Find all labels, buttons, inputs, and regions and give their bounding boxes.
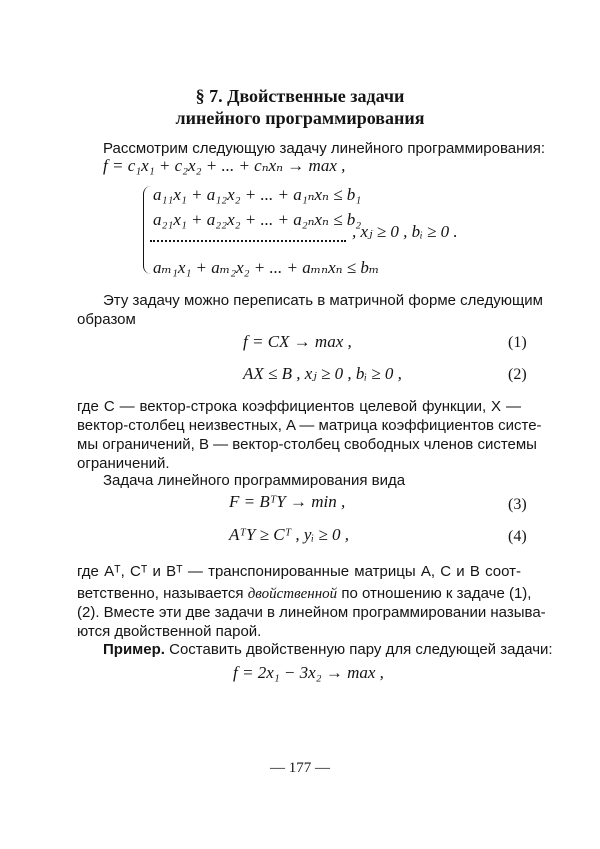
constraint-ellipsis-row bbox=[150, 240, 346, 242]
matrix-form-line-2: образом bbox=[77, 311, 136, 328]
equation-1-number: (1) bbox=[508, 334, 527, 351]
definitions-line-3: мы ограничений, B — вектор-столбец свободных членов системы bbox=[77, 436, 537, 453]
definitions-line-4: ограничений. bbox=[77, 455, 170, 472]
matrix-form-line-1: Эту задачу можно переписать в матричной форме следующим bbox=[103, 292, 543, 309]
equation-2: AX ≤ B , xⱼ ≥ 0 , bᵢ ≥ 0 , bbox=[243, 364, 402, 383]
equation-2-number: (2) bbox=[508, 366, 527, 383]
equation-4: AᵀY ≥ Cᵀ , yᵢ ≥ 0 , bbox=[229, 525, 349, 544]
equation-3-number: (3) bbox=[508, 496, 527, 513]
dual-intro: Задача линейного программирования вида bbox=[103, 472, 406, 489]
explanation-line-2-end: по отношению к задаче (1), bbox=[337, 585, 532, 602]
nonnegativity-conditions: , xⱼ ≥ 0 , bᵢ ≥ 0 . bbox=[352, 222, 458, 241]
example-label: Пример. bbox=[103, 641, 165, 658]
definitions-line-1: где C — вектор-строка коэффициентов целевой функции, X — bbox=[77, 398, 521, 415]
explanation-line-2-start: ветственно, называется bbox=[77, 585, 248, 602]
explanation-line-1: где Aᵀ, Cᵀ и Bᵀ — транспонированные матрицы A, C и B соот- bbox=[77, 563, 521, 580]
objective-function: f = c₁x₁ + c₂x₂ + ... + cₙxₙ → max , bbox=[103, 156, 346, 175]
explanation-line-4: ются двойственной парой. bbox=[77, 623, 262, 640]
example-text: Составить двойственную пару для следующей задачи: bbox=[164, 641, 553, 658]
page-number: — 177 — bbox=[270, 760, 330, 776]
section-subtitle: линейного программирования bbox=[175, 108, 425, 128]
intro-text: Рассмотрим следующую задачу линейного программирования: bbox=[103, 140, 546, 157]
dual-term: двойственной bbox=[247, 586, 338, 602]
explanation-line-3: (2). Вместе эти две задачи в линейном программировании называ- bbox=[77, 604, 546, 621]
constraint-row-1: a₁₁x₁ + a₁₂x₂ + ... + a₁ₙxₙ ≤ b₁ bbox=[153, 185, 362, 204]
section-title: § 7. Двойственные задачи bbox=[195, 86, 405, 106]
definitions-line-2: вектор-столбец неизвестных, A — матрица коэффициентов систе- bbox=[77, 417, 542, 434]
constraint-row-last: aₘ₁x₁ + aₘ₂x₂ + ... + aₘₙxₙ ≤ bₘ bbox=[153, 258, 380, 277]
system-brace bbox=[143, 186, 151, 274]
example-paragraph bbox=[103, 640, 553, 659]
equation-4-number: (4) bbox=[508, 528, 527, 545]
explanation-line-2 bbox=[77, 584, 532, 604]
example-equation: f = 2x₁ − 3x₂ → max , bbox=[233, 663, 384, 682]
equation-1: f = CX → max , bbox=[243, 332, 352, 351]
equation-3: F = BᵀY → min , bbox=[229, 492, 346, 511]
constraint-row-2: a₂₁x₁ + a₂₂x₂ + ... + a₂ₙxₙ ≤ b₂ bbox=[153, 210, 362, 229]
